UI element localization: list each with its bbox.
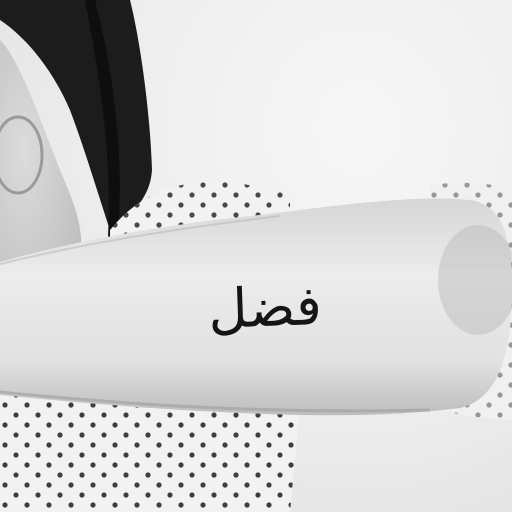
- arabic-word-tattoo: فضل: [207, 274, 323, 341]
